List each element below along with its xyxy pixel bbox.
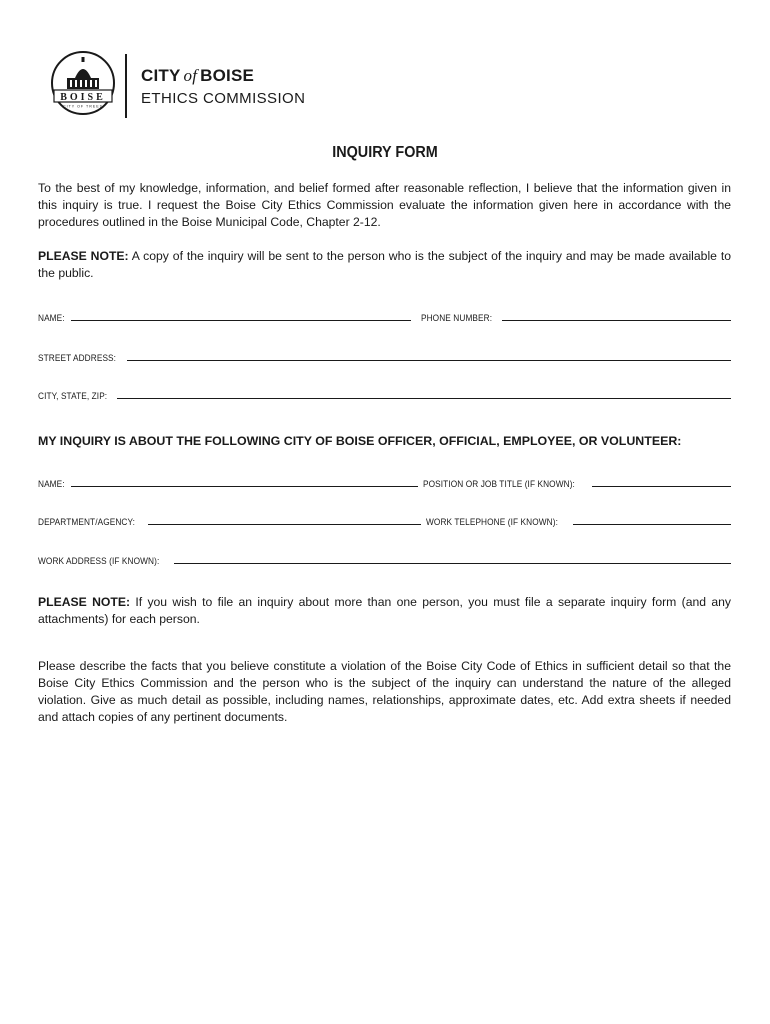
inquirer-phone-field[interactable] (421, 310, 731, 323)
org-of: of (183, 66, 198, 85)
fill-line[interactable] (71, 310, 411, 321)
field-label: CITY, STATE, ZIP: (38, 391, 108, 401)
org-name (141, 66, 254, 86)
inquirer-city-state-zip-field[interactable] (38, 388, 731, 401)
subject-section-heading: MY INQUIRY IS ABOUT THE FOLLOWING CITY OF BOISE OFFICER, OFFICIAL, EMPLOYEE, OR VOLUNTEER: (38, 434, 682, 448)
describe-facts-paragraph: Please describe the facts that you believe constitute a violation of the Boise City Code of Ethics in sufficient detail so that the Boise City Ethics Commission and the person who is the subject of the inquiry can understand the nature of the alleged violation. Give as much detail as possible, including names, relationships, approximate dates, etc. Add extra sheets if needed and attach copies of any pertinent documents. (38, 659, 731, 724)
field-label: PHONE NUMBER: (421, 313, 493, 323)
field-label: NAME: (38, 479, 65, 489)
fill-line[interactable] (117, 388, 731, 399)
subject-position-field[interactable] (423, 476, 731, 489)
subject-name-field[interactable] (38, 476, 418, 489)
field-label: WORK ADDRESS (IF KNOWN): (38, 556, 160, 566)
org-department: ETHICS COMMISSION (141, 90, 306, 107)
org-city: CITY (141, 66, 181, 85)
inquirer-street-field[interactable] (38, 350, 731, 363)
header-divider (125, 54, 127, 118)
subject-department-field[interactable] (38, 514, 421, 527)
field-label: NAME: (38, 313, 65, 323)
fill-line[interactable] (592, 476, 731, 487)
field-label: WORK TELEPHONE (IF KNOWN): (426, 517, 558, 527)
logo-subtext: CITY OF TREES (62, 104, 104, 109)
city-of-boise-seal-icon (50, 50, 116, 116)
field-label: POSITION OR JOB TITLE (IF KNOWN): (423, 479, 575, 489)
fill-line[interactable] (148, 514, 422, 525)
inquirer-name-field[interactable] (38, 310, 411, 323)
subject-work-address-field[interactable] (38, 553, 731, 566)
fill-line[interactable] (502, 310, 731, 321)
intro-paragraph: To the best of my knowledge, information, and belief formed after reasonable reflection, I believe that the information given in this inquiry is true. I request the Boise City Ethics Commission evaluate the information given here in accordance with the procedures outlined in the Boise Municipal Code, Chapter 2-12. (38, 181, 731, 229)
field-label: STREET ADDRESS: (38, 353, 117, 363)
note-paragraph-multiple (38, 594, 731, 628)
note-label: PLEASE NOTE: (38, 595, 131, 609)
fill-line[interactable] (174, 553, 731, 564)
fill-line[interactable] (127, 350, 731, 361)
note-label: PLEASE NOTE: (38, 249, 129, 263)
fill-line[interactable] (71, 476, 418, 487)
note-paragraph-public (38, 248, 731, 282)
page-title: INQUIRY FORM (332, 144, 438, 161)
fill-line[interactable] (573, 514, 731, 525)
note-text: If you wish to file an inquiry about more than one person, you must file a separate inquiry form (and any attachments) for each person. (38, 595, 731, 626)
org-boise: BOISE (200, 66, 255, 85)
logo-text: BOISE (60, 92, 106, 103)
subject-work-phone-field[interactable] (426, 514, 731, 527)
field-label: DEPARTMENT/AGENCY: (38, 517, 136, 527)
note-text: A copy of the inquiry will be sent to the person who is the subject of the inquiry and may be made available to the public. (38, 249, 731, 280)
